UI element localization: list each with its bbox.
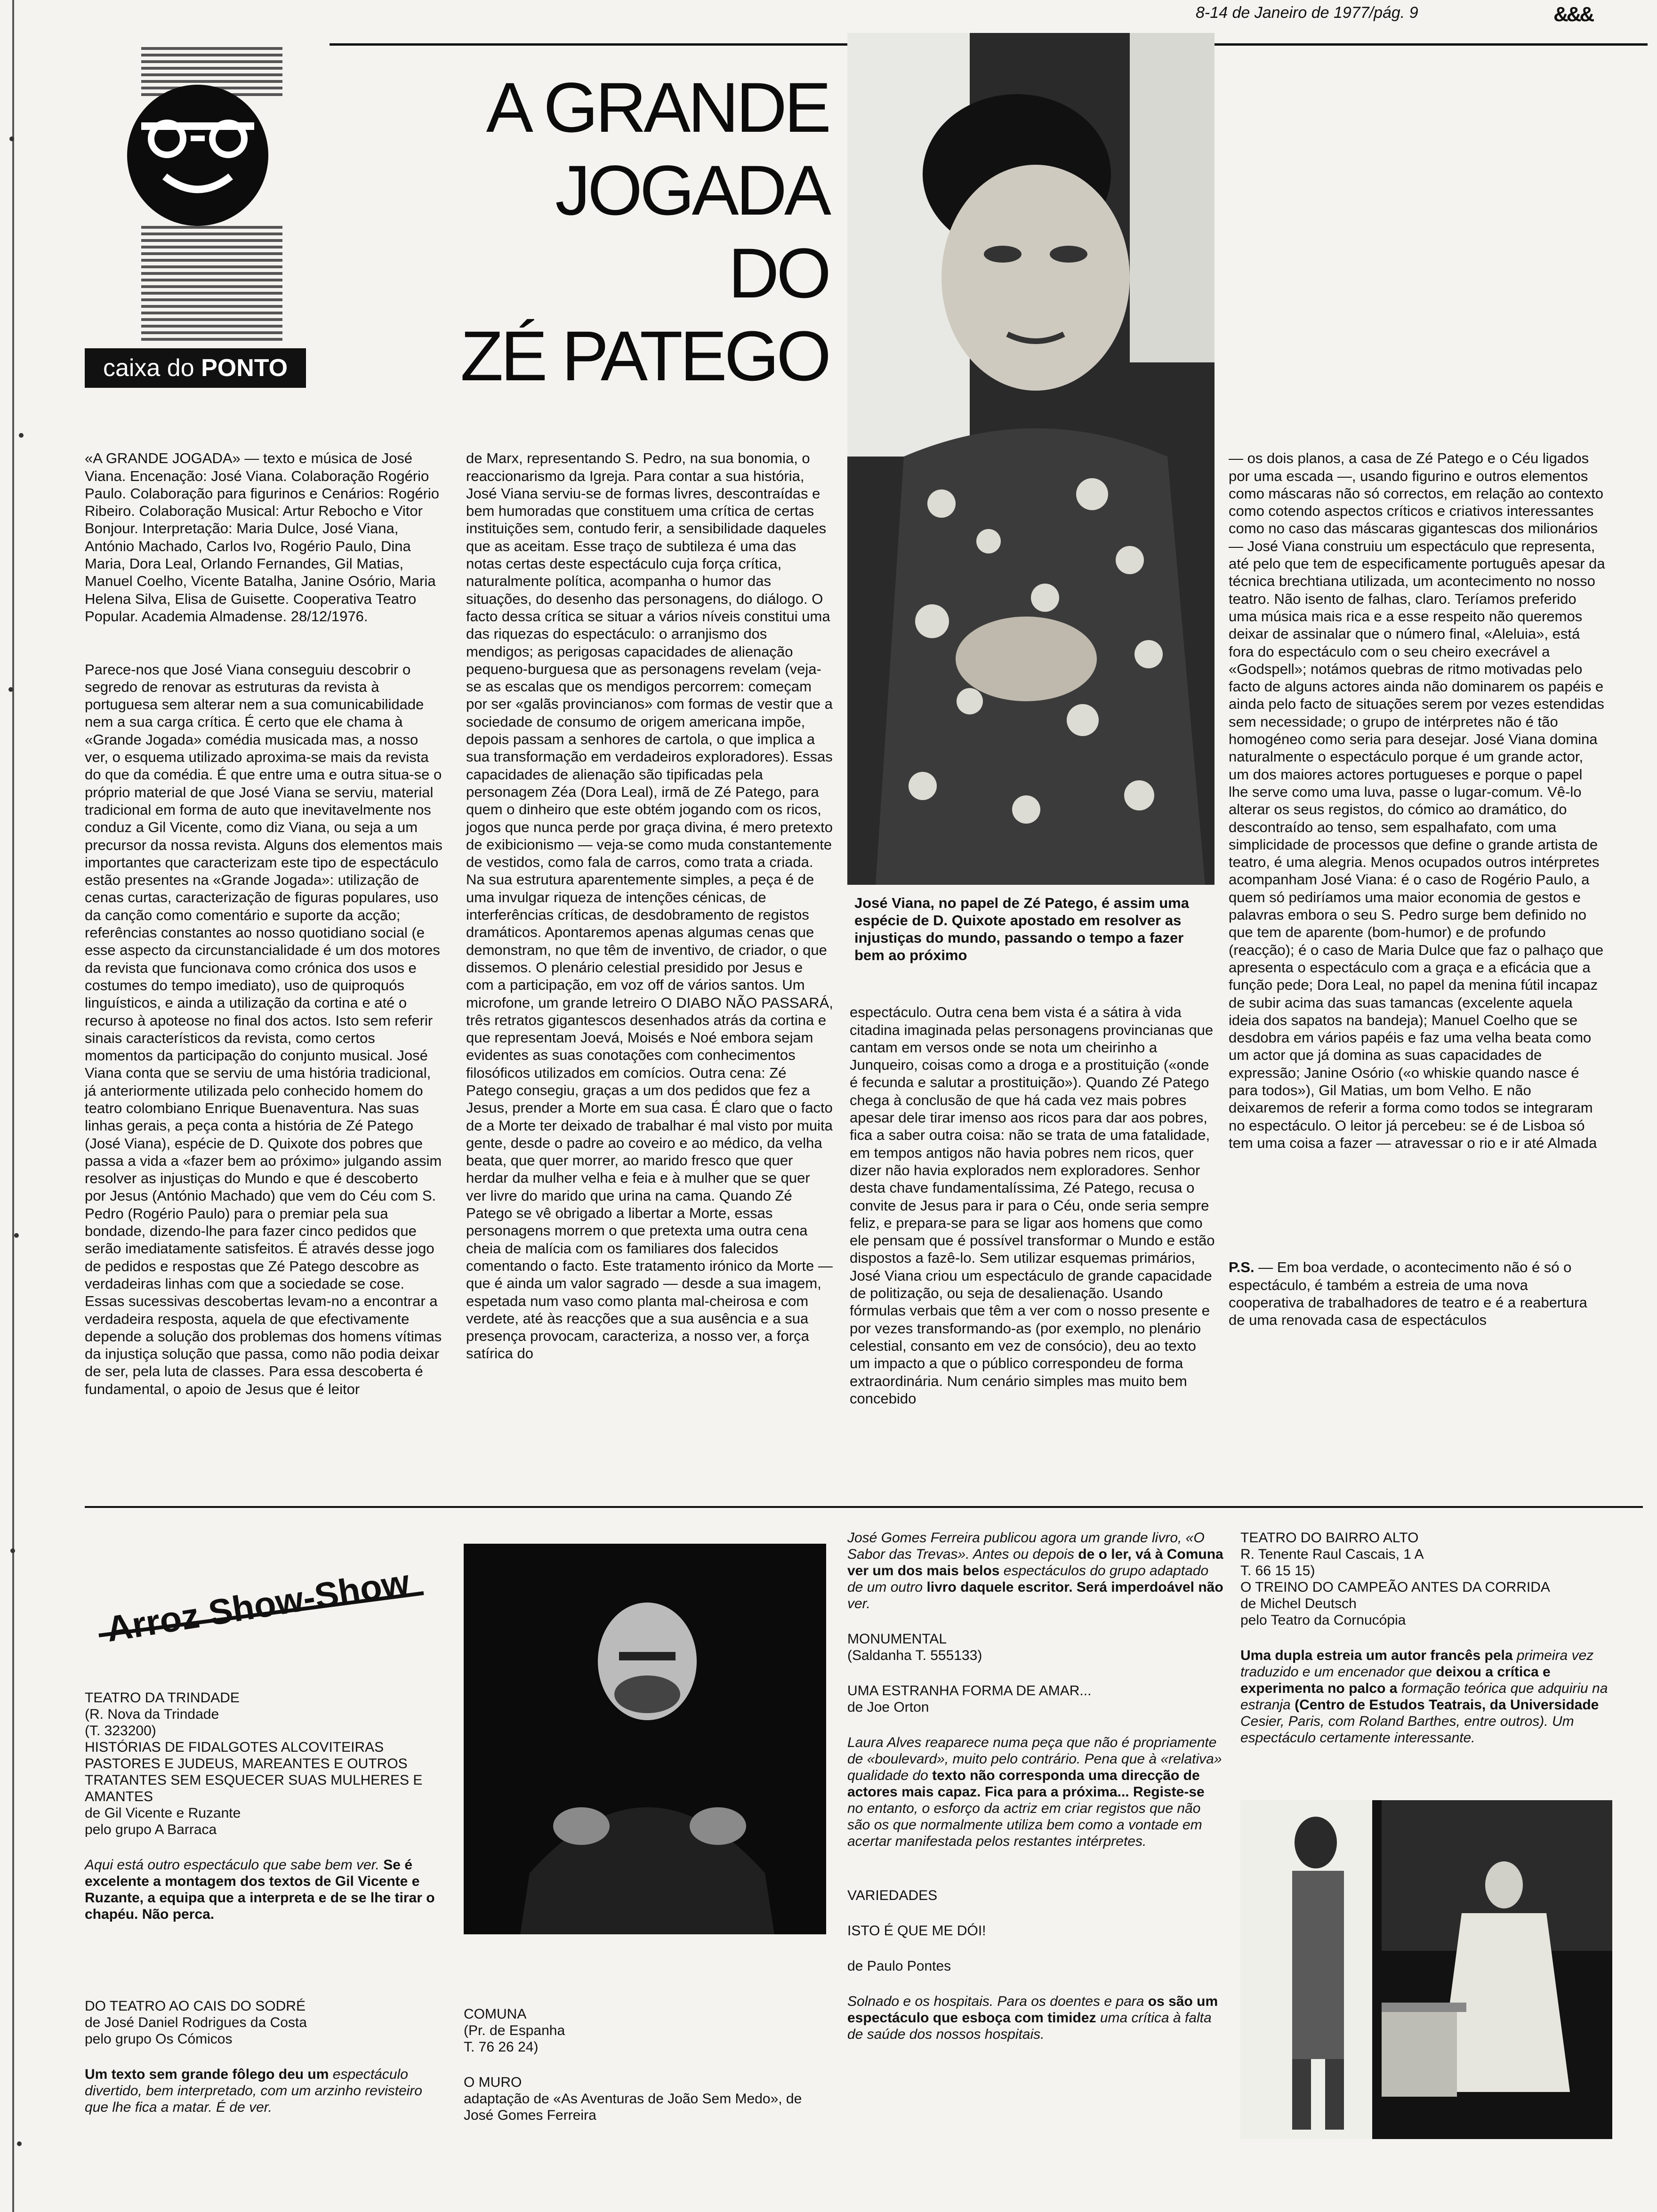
review-bold-3: (Centro de Estudos Teatrais, da Universidade: [1295, 1697, 1599, 1713]
show-title: HISTÓRIAS DE FIDALGOTES ALCOVITEIRAS PASTORES E JUDEUS, MAREANTES E OUTROS TRATANTES SEM ESQUECER SUAS MULHERES E AMANTES: [85, 1739, 423, 1804]
venue-address: (Saldanha T. 555133): [847, 1648, 982, 1663]
show-title: ISTO É QUE ME DÓI!: [847, 1923, 986, 1939]
venue-phone: T. 76 26 24): [464, 2039, 539, 2055]
review-bold: Se é excelente a montagem dos textos de Gil Vicente e Ruzante, a equipa que a interpreta e de se lhe tirar o chapéu. Não perca.: [85, 1857, 435, 1922]
review-italic: Laura Alves reaparece numa peça que não é propriamente de «boulevard», muito pelo contrário. Pena que à «relativa» qualidade do: [847, 1735, 1222, 1783]
headline-line-2: JOGADA: [555, 151, 828, 230]
show-group: pelo grupo Os Cómicos: [85, 2031, 233, 2047]
article-column-3: [850, 986, 1217, 1443]
note-italic-2: espectáculos do grupo adaptado de um outro: [847, 1563, 1209, 1595]
review-italic-2: no entanto, o esforço da actriz em criar registos que não são os que normalmente utiliza bem como a vontade em acertar manifestada pelos restantes intérpretes.: [847, 1801, 1202, 1849]
caixa-label-text: caixa do: [103, 354, 201, 382]
review-bold-2: deixou a crítica e experimenta no palco a: [1240, 1664, 1551, 1696]
venue-name: VARIEDADES: [847, 1888, 938, 1903]
newspaper-logo: &&&: [1553, 3, 1593, 26]
show-author: de Paulo Pontes: [847, 1958, 951, 1974]
arroz-show-show-title: Arroz Show-Show: [104, 1562, 412, 1650]
postscript-label: P.S.: [1229, 1259, 1255, 1276]
venue-address: (R. Nova da Trindade: [85, 1707, 219, 1722]
review-italic: Aqui está outro espectáculo que sabe bem ver.: [85, 1857, 379, 1873]
margin-speck: [19, 433, 24, 438]
o-muro-photo: [464, 1544, 826, 1934]
margin-speck: [17, 2141, 22, 2146]
venue-name: TEATRO DO BAIRRO ALTO: [1240, 1530, 1419, 1546]
review-italic-3: Cesier, Paris, com Roland Barthes, entre outros). Um espectáculo certamente interessante.: [1240, 1714, 1574, 1746]
section-divider: [85, 1506, 1643, 1508]
show-group: pelo grupo A Barraca: [85, 1822, 217, 1837]
review-italic: Solnado e os hospitais. Para os doentes e para: [847, 1994, 1144, 2009]
show-title: DO TEATRO AO CAIS DO SODRÉ: [85, 1998, 306, 2014]
review-italic-2: formação teórica que adquiriu na estranja: [1240, 1681, 1608, 1713]
venue-name: MONUMENTAL: [847, 1631, 947, 1647]
treino-do-campeao-photo: [1240, 1800, 1612, 2139]
note-bold-2: livro daquele escritor. Será imperdoável não: [926, 1579, 1223, 1595]
postscript: [1229, 1258, 1605, 1329]
issue-date-folio: 8-14 de Janeiro de 1977/pág. 9: [1196, 4, 1418, 22]
article-column-1: [85, 432, 442, 1433]
venue-name: COMUNA: [464, 2006, 527, 2022]
article-body-col1: Parece-nos que José Viana conseguiu descobrir o segredo de renovar as estruturas da revista à portuguesa sem alterar nem a sua comunicabilidade nem a sua carga crítica. É certo que ele chama à «Grande Jogada» comédia musicada mas, a nosso ver, o esquema utilizado aproxima-se mais da revista do que da comédia. É que entre uma e outra situa-se o próprio material de que José Viana se serviu, material tradicional em forma de auto que inevitavelmente nos conduz a Gil Vicente, como diz Viana, ou seja a um precursor da nossa revista. Alguns dos elementos mais importantes que caracterizam este tipo de espectáculo estão presentes na «Grande Jogada»: utilização de cenas curtas, caracterização de figuras populares, uso da canção como comentário e suporte da acção; referências constantes ao nosso quotidiano social (e esse aspecto da circunstancialidade é um dos motores da revista que funcionava como crónica dos usos e costumes do tempo imediato), uso de quiproquós linguísticos, e ainda a utilização da cortina e até o recurso à apoteose no final dos actos. Isto sem referir sinais característicos da revista, como certos momentos da participação do conjunto musical. José Viana conta que se serviu de uma história tradicional, já anteriormente utilizada pelo conhecido homem do teatro colombiano Enrique Buenaventura. Nas suas linhas gerais, a peça conta a história de Zé Patego (José Viana), espécie de D. Quixote dos pobres que passa a vida a «fazer bem ao próximo» julgando assim resolver as injustiças do Mundo e que é descoberto por Jesus (António Machado) que vem do Céu com S. Pedro (Rogério Paulo) para o premiar pela sua bondade, dizendo-lhe para fazer cinco pedidos que serão imediatamente satisfeitos. É através desse jogo de pedidos e respostas que Zé Patego descobre as verdadeiras linhas com que a sociedade se cose. Essas sucessivas descobertas levam-no a encontrar a verdadeira resposta, aquela de que efectivamente depende a solução dos problemas dos homens vítimas da injustiça solução que passa, como não podia deixar de ser, pela luta de classes. Para essa descoberta é fundamental, o apoio de Jesus que é leitor: [85, 661, 442, 1397]
show-author: de Michel Deutsch: [1240, 1596, 1357, 1611]
margin-speck: [14, 1233, 19, 1238]
review-italic: espectáculo divertido, bem interpretado, com um arzinho revisteiro que lhe fica a matar. É de ver.: [85, 2067, 422, 2115]
listing-cais-do-sodre: [85, 1998, 447, 2116]
show-title: O TREINO DO CAMPEÃO ANTES DA CORRIDA: [1240, 1579, 1550, 1595]
venue-address: (Pr. de Espanha: [464, 2023, 565, 2038]
margin-speck: [9, 136, 14, 141]
show-review: [85, 1857, 447, 1923]
article-body-col3: espectáculo. Outra cena bem vista é a sátira à vida citadina imaginada pelas personagens provincianas que cantam em versos onde se nota um cheirinho a Junqueiro, coisas como a droga e a prostituição («onde é fecunda e salutar a prostituição»). Quando Zé Patego chega à conclusão de que há cada vez mais pobres apesar dele tirar imenso aos ricos para dar aos pobres, fica a saber outra coisa: não se trata de uma fatalidade, em tempos antigos não havia pobres nem ricos, quer dizer não havia explorados nem exploradores. Senhor desta chave fundamentalíssima, Zé Patego, recusa o convite de Jesus para ir para o Céu, onde seria sempre feliz, e prepara-se para se ligar aos homens que como ele pensam que é possível transformar o Mundo e estão dispostos a fazê-lo. Sem utilizar esquemas primários, José Viana criou um espectáculo de grande capacidade de politização, ou seja de desalienação. Usando fórmulas verbais que têm a ver com o nosso presente e por vezes transformando-as (por exemplo, no plenário celestial, consanto em vez de consócio), deu ao texto um impacto a que o público correspondeu de forma extraordinária. Num cenário simples mas muito bem concebido: [850, 1004, 1215, 1407]
show-group: pelo Teatro da Cornucópia: [1240, 1612, 1406, 1628]
listing-trindade: [85, 1690, 447, 1923]
smiley-face-icon: [71, 38, 315, 348]
review-bold: texto não corresponda uma direcção de actores mais capaz. Fica para a próxima... Registe-se: [847, 1768, 1205, 1800]
article-column-4: [1229, 432, 1605, 1364]
show-review: [847, 1993, 1224, 2043]
note-bold: de o ler, vá à Comuna ver um dos mais belos: [847, 1547, 1223, 1579]
venue-phone: T. 66 15 15): [1240, 1563, 1315, 1579]
listing-bairro-alto: [1240, 1530, 1612, 1746]
caixa-do-ponto-label: [85, 348, 306, 388]
headline-line-4: ZÉ PATEGO: [460, 316, 828, 395]
caixa-do-ponto-logo: [71, 38, 315, 348]
photo-caption: José Viana, no papel de Zé Patego, é assim uma espécie de D. Quixote apostado em resolver as injustiças do mundo, passando o tempo a fazer bem ao próximo: [854, 895, 1189, 963]
headline-line-1: A GRANDE: [486, 68, 828, 147]
show-author: de Joe Orton: [847, 1699, 929, 1715]
postscript-text: — Em boa verdade, o acontecimento não é só o espectáculo, é também a estreia de uma nova cooperativa de trabalhadores de teatro e é a reabertura de uma renovada casa de espectáculos: [1229, 1259, 1587, 1329]
note-italic: José Gomes Ferreira publicou agora um grande livro, «O Sabor das Trevas». Antes ou depois: [847, 1530, 1205, 1562]
margin-speck: [8, 687, 13, 692]
headline-line-3: DO: [728, 233, 828, 313]
article-body-col2: de Marx, representando S. Pedro, na sua bonomia, o reaccionarismo da Igreja. Para contar a sua história, José Viana serviu-se de formas livres, descontraídas e bem humoradas que constituem uma crítica de certas instituições sem, contudo ferir, a sensibilidade daqueles que as aceitam. Esse traço de subtileza é uma das notas certas deste espectáculo cuja força crítica, naturalmente política, acompanha o humor das situações, do desenho das personagens, do diálogo. O facto dessa crítica se situar a vários níveis constitui uma das riquezas do espectáculo: o arranjismo dos mendigos; as perigosas capacidades de alienação pequeno-burguesa que as personagens revelam (veja-se as escalas que os mendigos percorrem: começam por ser «galãs provincianos» com formas de vestir que a sociedade de consumo de origem americana impõe, depois passam a senhores de cartola, o que implica a sua transformação em verdadeiros exploradores). Essas capacidades de alienação são tipificadas pela personagem Zéa (Dora Leal), irmã de Zé Patego, para quem o dinheiro que este obtém jogando com os ricos, jogos que nunca perde por graça divina, é mero pretexto de exibicionismo — veja-se como muda constantemente de vestidos, como fala de carros, como trata a criada. Na sua estrutura aparentemente simples, a peça é de uma invulgar riqueza de intenções cénicas, de interferências críticas, de desdobramento de registos dramáticos. Apontaremos apenas algumas cenas que demonstram, no que têm de inventivo, de criador, o que dissemos. O plenário celestial presidido por Jesus e com a participação, em voz off de vários santos. Um microfone, um grande letreiro O DIABO NÃO PASSARÁ, três retratos gigantescos desenhados atrás da cortina e que representam Joevá, Moisés e Noé embora sejam evidentes as suas conotações com conhecimentos filosóficos utilizados em comícios. Outra cena: Zé Patego consegiu, graças a um dos pedidos que fez a Jesus, prender a Morte em sua casa. É claro que o facto de a Morte ter deixado de trabalhar é mal visto por muita gente, desde o padre ao coveiro e ao médico, da velha beata, que quer morrer, ao marido fresco que quer herdar da mulher velha e feia e à mulher que se quer ver livre do marido que urina na cama. Quando Zé Patego se vê obrigado a libertar a Morte, essas personagens morrem o que pretexta uma outra cena cheia de malícia com os familiares dos falecidos comentando o facto. Este tratamento irónico da Morte — que é ainda um valor sagrado — desde a sua imagem, espetada num vaso como planta mal-cheirosa e com verdete, até às reacções que a sua ausência e a sua presença provocam, caracteriza, a nosso ver, a força satírica do: [466, 450, 833, 1362]
article-body-col4: — os dois planos, a casa de Zé Patego e o Céu ligados por uma escada —, usando figurino e outros elementos como máscaras não só correctos, em relação ao contexto como cotendo aspectos críticos e criativos interessantes como no caso das máscaras gigantescas dos milionários — José Viana construiu um espectáculo que representa, até pelo que tem de especificamente português apesar da técnica brechtiana utilizada, um acontecimento no nosso teatro. Não isento de falhas, claro. Teríamos preferido uma música mais rica e a esse respeito não queremos deixar de assinalar que o número final, «Aleluia», está fora do espectáculo com o seu cheiro execrável a «Godspell»; notámos quebras de ritmo motivadas pelo facto de alguns actores ainda não dominarem os papéis e ainda pelo facto de situações serem por vezes estendidas sem necessidade; o grupo de intérpretes não é tão homogéneo como seria para desejar. José Viana domina naturalmente o espectáculo porque é um grande actor, um dos maiores actores portugueses e porque o papel lhe serve como uma luva, passe o lugar-comum. Vê-lo alterar os seus registos, do cómico ao dramático, do descontraído ao tenso, sem espalhafato, com uma simplicidade de processos que define o grande artista de teatro, é uma alegria. Menos ocupados outros intérpretes acompanham José Viana: é o caso de Rogério Paulo, a quem só pediríamos uma maior economia de gestos e palavras embora o seu S. Pedro surge bem definido no que tem de aparente (bom-humor) e de profundo (reacção); é o caso de Maria Dulce que faz o palhaço que apresenta o espectáculo com a graça e a eficácia que a função pede; Dora Leal, no papel da menina fútil incapaz de subir acima das suas tamancas (excelente aquela ideia dos sapatos na bandeja); Manuel Coelho que se desdobra em vários papéis e faz uma velha beata como um actor que já domina as suas capacidades de expressão; Janine Osório («o whiskie quando nasce é para todos»), Gil Matias, um bom Velho. E não deixaremos de referir a forma como todos se integraram no espectáculo. O leitor já percebeu: se é de Lisboa só tem uma coisa a fazer — atravessar o rio e ir até Almada: [1229, 450, 1605, 1151]
show-review: [847, 1734, 1224, 1850]
show-review: [1240, 1647, 1612, 1746]
article-column-2: [466, 432, 833, 1398]
review-italic: primeira vez traduzido e um encenador que: [1240, 1648, 1594, 1680]
venue-phone: (T. 323200): [85, 1723, 156, 1739]
venue-name: TEATRO DA TRINDADE: [85, 1690, 240, 1706]
caixa-label-ponto: PONTO: [201, 354, 288, 382]
headline: [452, 66, 828, 397]
review-bold: Uma dupla estreia um autor francês pela: [1240, 1648, 1513, 1663]
show-author: de Gil Vicente e Ruzante: [85, 1805, 241, 1821]
show-title: O MURO: [464, 2075, 522, 2090]
ferreira-note: [847, 1530, 1224, 1612]
review-bold: os são um espectáculo que esboça com timidez: [847, 1994, 1218, 2026]
show-adaptation: adaptação de «As Aventuras de João Sem Medo», de José Gomes Ferreira: [464, 2091, 802, 2123]
listing-column-3: [847, 1530, 1224, 2043]
venue-address: R. Tenente Raul Cascais, 1 A: [1240, 1547, 1424, 1562]
jose-viana-photo: [847, 33, 1215, 885]
production-credits: «A GRANDE JOGADA» — texto e música de José Viana. Encenação: José Viana. Colaboração Rogério Paulo. Colaboração para figurinos e Cenários: Rogério Ribeiro. Colaboração Musical: Artur Rebocho e Vitor Bonjour. Interpretação: Maria Dulce, José Viana, António Machado, Carlos Ivo, Rogério Paulo, Dina Maria, Dora Leal, Orlando Fernandes, Gil Matias, Manuel Coelho, Vicente Batalha, Janine Osório, Maria Helena Silva, Elisa de Guisette. Cooperativa Teatro Popular. Academia Almadense. 28/12/1976.: [85, 450, 440, 625]
show-review: [85, 2066, 447, 2116]
show-title: UMA ESTRANHA FORMA DE AMAR...: [847, 1683, 1092, 1699]
review-bold: Um texto sem grande fôlego deu um: [85, 2067, 329, 2082]
left-margin-rule: [12, 0, 14, 2212]
review-italic-2: uma crítica à falta de saúde dos nossos hospitais.: [847, 2010, 1212, 2042]
show-author: de José Daniel Rodrigues da Costa: [85, 2015, 307, 2030]
note-end: ver.: [847, 1596, 870, 1611]
listing-comuna: [464, 2006, 826, 2124]
margin-speck: [10, 1548, 15, 1553]
